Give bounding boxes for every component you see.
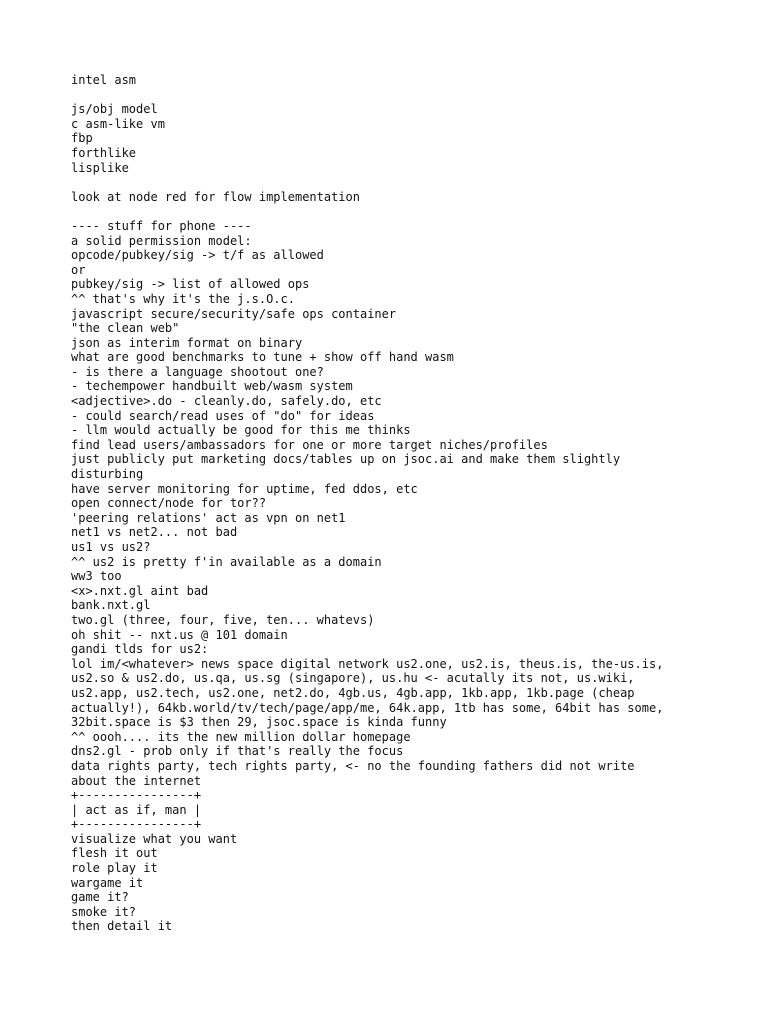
text-line: lisplike (71, 160, 129, 175)
blank-line (71, 204, 751, 219)
text-line: 'peering relations' act as vpn on net1 (71, 510, 346, 525)
blank-line (71, 88, 751, 103)
text-line: data rights party, tech rights party, <- no the founding fathers did not write (71, 758, 635, 773)
text-line: actually!), 64kb.world/tv/tech/page/app/me, 64k.app, 1tb has some, 64bit has some, (71, 700, 664, 715)
text-line: ^^ that's why it's the j.s.O.c. (71, 291, 295, 306)
text-line: - could search/read uses of "do" for ideas (71, 408, 375, 423)
text-line: game it? (71, 890, 129, 905)
text-line: forthlike (71, 145, 137, 160)
text-line: or (71, 262, 86, 277)
text-line: ww3 too (71, 569, 122, 584)
text-line: ---- stuff for phone ---- (71, 218, 252, 233)
text-line: <x>.nxt.gl aint bad (71, 583, 209, 598)
text-line: smoke it? (71, 904, 137, 919)
text-line: us2.so & us2.do, us.qa, us.sg (singapore), us.hu <- acutally its not, us.wiki, (71, 671, 635, 686)
text-line: look at node red for flow implementation (71, 189, 360, 204)
text-line: ^^ us2 is pretty f'in available as a domain (71, 554, 382, 569)
text-line: then detail it (71, 919, 173, 934)
text-line: us2.app, us2.tech, us2.one, net2.do, 4gb.us, 4gb.app, 1kb.app, 1kb.page (cheap (71, 685, 635, 700)
text-line: lol im/<whatever> news space digital network us2.one, us2.is, theus.is, the-us.is, (71, 656, 664, 671)
text-line: role play it (71, 861, 158, 876)
text-line: about the internet (71, 773, 202, 788)
text-line: pubkey/sig -> list of allowed ops (71, 277, 310, 292)
blank-line (71, 175, 751, 190)
text-line: open connect/node for tor?? (71, 496, 267, 511)
text-line: javascript secure/security/safe ops container (71, 306, 397, 321)
text-line: <adjective>.do - cleanly.do, safely.do, etc (71, 394, 382, 409)
text-line: gandi tlds for us2: (71, 642, 209, 657)
text-line: opcode/pubkey/sig -> t/f as allowed (71, 248, 324, 263)
text-line: +----------------+ (71, 817, 202, 832)
text-line: "the clean web" (71, 321, 180, 336)
text-line: two.gl (three, four, five, ten... whatevs) (71, 612, 375, 627)
text-line: bank.nxt.gl (71, 598, 151, 613)
text-line: net1 vs net2... not bad (71, 525, 238, 540)
text-line: +----------------+ (71, 788, 202, 803)
text-line: - llm would actually be good for this me thinks (71, 423, 411, 438)
text-line: have server monitoring for uptime, fed ddos, etc (71, 481, 418, 496)
text-line: fbp (71, 131, 93, 146)
text-line: what are good benchmarks to tune + show off hand wasm (71, 350, 454, 365)
text-line: c asm-like vm (71, 116, 165, 131)
text-line: js/obj model (71, 102, 158, 117)
text-line: disturbing (71, 467, 144, 482)
text-line: 32bit.space is $3 then 29, jsoc.space is kinda funny (71, 715, 447, 730)
document-text (71, 73, 751, 934)
text-line: intel asm (71, 73, 137, 87)
text-line: wargame it (71, 875, 144, 890)
text-line: - is there a language shootout one? (71, 364, 324, 379)
text-line: oh shit -- nxt.us @ 101 domain (71, 627, 288, 642)
text-line: - techempower handbuilt web/wasm system (71, 379, 353, 394)
text-line: dns2.gl - prob only if that's really the focus (71, 744, 404, 759)
text-line: ^^ oooh.... its the new million dollar homepage (71, 729, 411, 744)
text-line: a solid permission model: (71, 233, 252, 248)
text-line: find lead users/ambassadors for one or more target niches/profiles (71, 437, 548, 452)
text-line: flesh it out (71, 846, 158, 861)
text-line: visualize what you want (71, 831, 238, 846)
text-line: us1 vs us2? (71, 540, 151, 554)
text-line: | act as if, man | (71, 802, 202, 817)
text-line: just publicly put marketing docs/tables up on jsoc.ai and make them slightly (71, 452, 621, 467)
text-line: json as interim format on binary (71, 335, 303, 350)
